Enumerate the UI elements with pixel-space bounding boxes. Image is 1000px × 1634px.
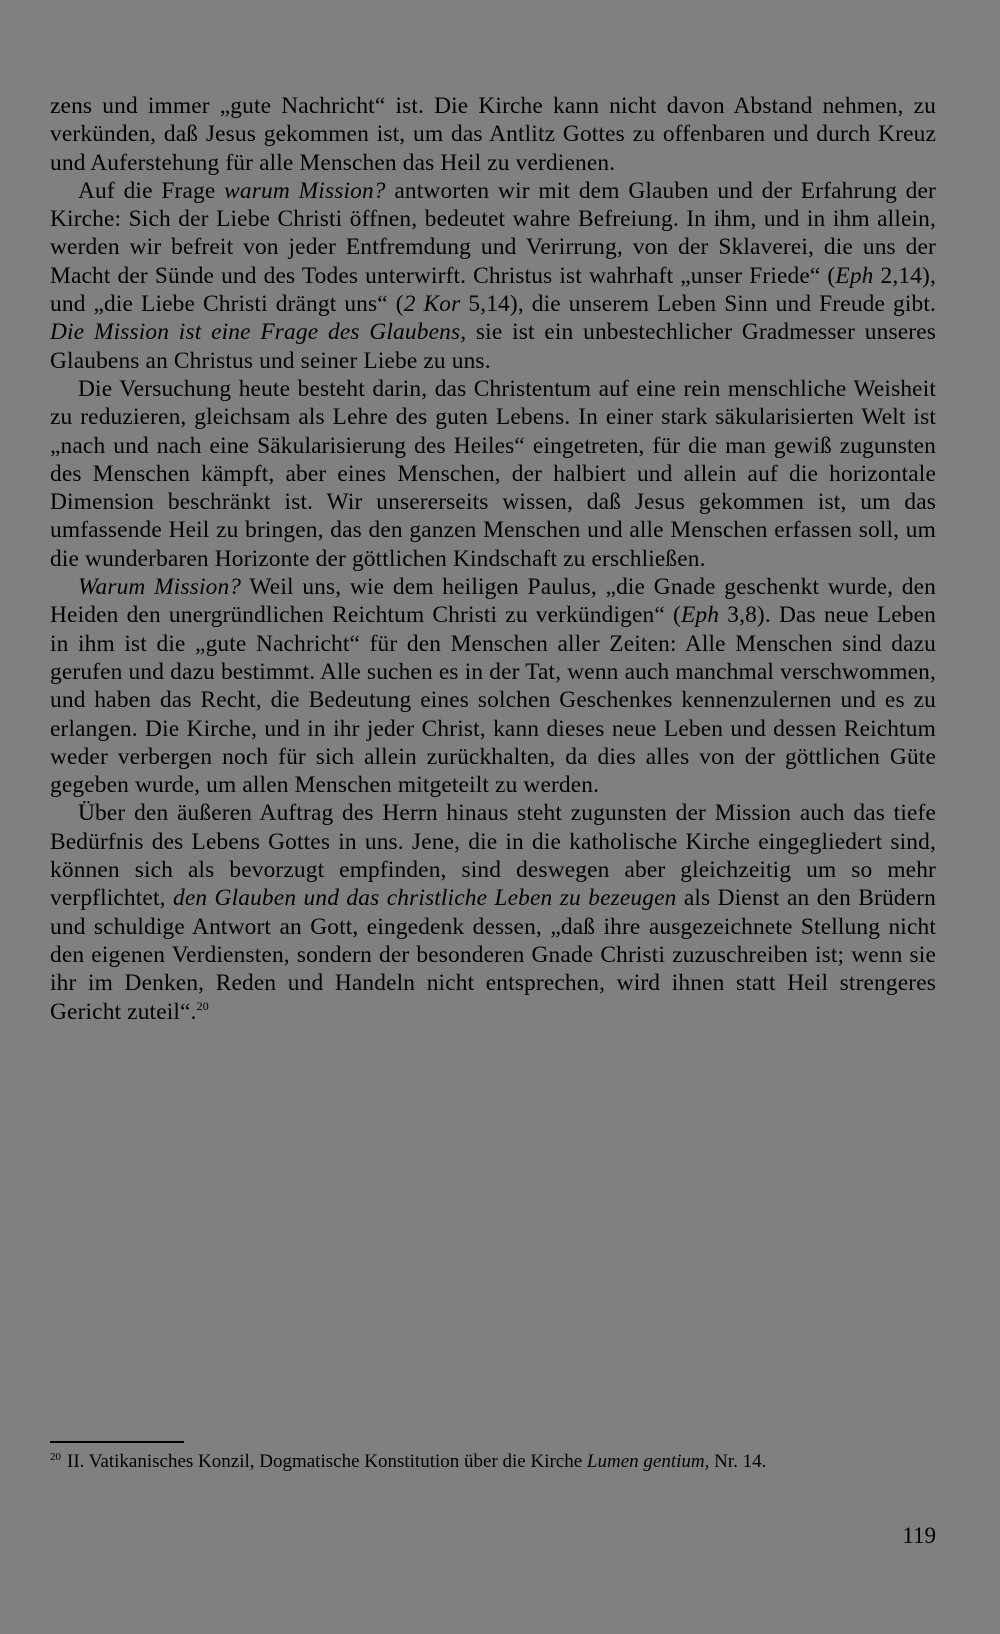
- page-number: 119: [902, 1523, 936, 1548]
- footnote-divider: [50, 1441, 184, 1443]
- paragraph-2-italic-2: Eph: [835, 262, 874, 289]
- paragraph-5-text-1: Über den äußeren Auftrag des Herrn hinaus steht zugunsten der Mission auch das tiefe Bedürfnis des Lebens Gottes in uns. Jene, die in die katholische Kirche eingegliedert sind, können sich als bevorzugt empfinden, sind deswegen aber gleichzeitig um so mehr verpflichtet,: [50, 800, 936, 912]
- paragraph-5: [50, 799, 936, 1025]
- paragraph-2-italic-1: warum Mission?: [224, 177, 386, 204]
- paragraph-5-italic-1: den Glauben und das christliche Leben zu bezeugen: [172, 885, 677, 912]
- paragraph-2-text-5: sie ist ein unbestechlicher Gradmesser unseres Glaubens an Christus und seiner Liebe zu uns.: [50, 319, 936, 374]
- paragraph-1: [50, 92, 936, 177]
- footnote-reference[interactable]: 20: [196, 998, 209, 1013]
- paragraph-2-text-4: 5,14), die unserem Leben Sinn und Freude gibt.: [460, 291, 936, 318]
- paragraph-4: [50, 573, 936, 799]
- paragraph-3-text: Die Versuchung heute besteht darin, das Christentum auf eine rein menschliche Weisheit zu reduzieren, gleichsam als Lehre des guten Lebens. In einer stark säkularisierten Welt ist „nach und nach eine Säkularisierung des Heiles“ eingetreten, für die man gewiß zugunsten des Menschen kämpft, aber eines Menschen, der halbiert und allein auf die horizontale Dimension beschränkt ist. Wir unsererseits wissen, daß Jesus gekommen ist, um das umfassende Heil zu bringen, das den ganzen Menschen und alle Menschen erfassen soll, um die wunderbaren Horizonte der göttlichen Kindschaft zu erschließen.: [50, 375, 936, 572]
- paragraph-4-text-1: Weil uns, wie dem heiligen Paulus, „die Gnade geschenkt wurde, den Heiden den unergründlichen Reichtum Christi zu verkündigen“ (: [50, 574, 936, 629]
- paragraph-5-text-2: als Dienst an den Brüdern und schuldige Antwort an Gott, eingedenk dessen, „daß ihre ausgezeichnete Stellung nicht den eigenen Verdiensten, sondern der besonderen Gnade Christi zuzuschreiben ist; wenn sie ihr im Denken, Reden und Handeln nicht entsprechen, wird ihnen statt Heil strengeres Gericht zuteil“.: [50, 885, 936, 1025]
- paragraph-4-text-2: 3,8). Das neue Leben in ihm ist die „gute Nachricht“ für den Menschen aller Zeiten: Alle Menschen sind dazu gerufen und dazu bestimmt. Alle suchen es in der Tat, wenn auch manchmal verschwommen, und haben das Recht, die Bedeutung eines solchen Geschenkes kennenzulernen und es zu erlangen. Die Kirche, und in ihr jeder Christ, kann dieses neue Leben und dessen Reichtum weder verbergen noch für sich allein zurückhalten, da dies alles von der göttlichen Güte gegeben wurde, um allen Menschen mitgeteilt zu werden.: [50, 602, 937, 799]
- footnote-text-1: II. Vatikanisches Konzil, Dogmatische Konstitution über die Kirche: [67, 1451, 587, 1472]
- footnote-marker: 20: [50, 1450, 61, 1463]
- paragraph-1-text: zens und immer „gute Nachricht“ ist. Die Kirche kann nicht davon Abstand nehmen, zu verkünden, daß Jesus gekommen ist, um das Antlitz Gottes zu offenbaren und durch Kreuz und Auferstehung für alle Menschen das Heil zu verdienen.: [50, 93, 936, 176]
- paragraph-2-italic-3: 2 Kor: [403, 291, 461, 318]
- paragraph-2-text-3: 2,14), und „die Liebe Christi drängt uns“ (: [50, 262, 936, 318]
- paragraph-2-italic-4: Die Mission ist eine Frage des Glaubens,: [50, 319, 467, 346]
- footnote-italic: Lumen gentium,: [586, 1451, 710, 1472]
- paragraph-2: [50, 177, 936, 375]
- footnote-text-2: Nr. 14.: [709, 1451, 767, 1472]
- paragraph-2-text-1: Auf die Frage: [78, 177, 225, 204]
- main-text: [50, 92, 936, 1026]
- paragraph-4-italic-2: Eph: [680, 602, 720, 629]
- paragraph-2-text-2: antworten wir mit dem Glauben und der Erfahrung der Kirche: Sich der Liebe Christi öffnen, bedeutet wahre Befreiung. In ihm, und in ihm allein, werden wir befreit von jeder Entfremdung und Verirrung, von der Sklaverei, die uns der Macht der Sünde und des Todes unterwirft. Christus ist wahrhaft „unser Friede“ (: [50, 177, 936, 289]
- paragraph-3: [50, 375, 936, 573]
- paragraph-4-italic-1: Warum Mission?: [78, 574, 242, 601]
- footnote: [50, 1450, 936, 1474]
